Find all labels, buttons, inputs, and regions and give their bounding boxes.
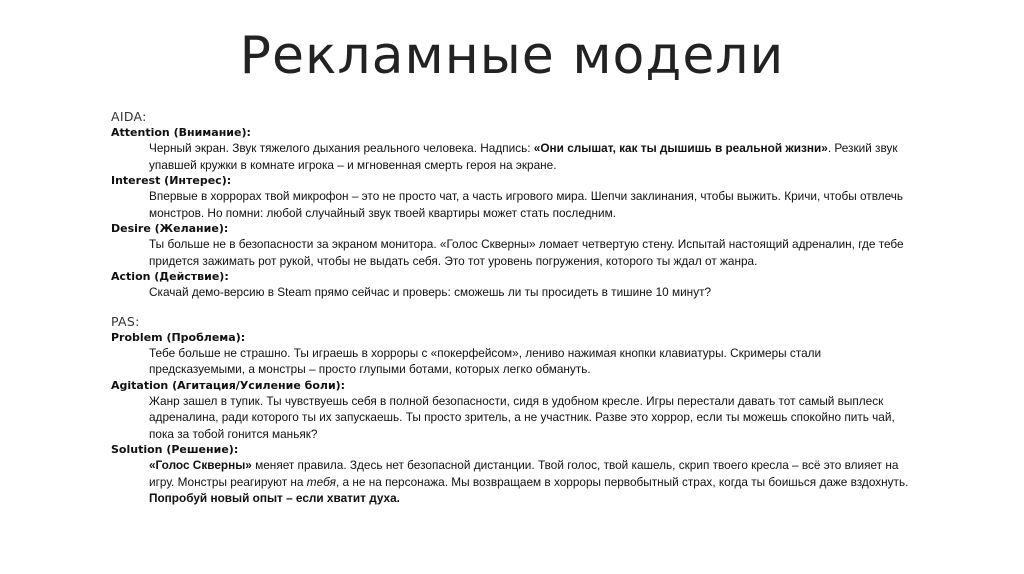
interest-text: Впервые в хоррорах твой микрофон – это не просто чат, а часть игрового мира. Шепчи заклинания, чтобы выжить. Кричи, чтобы отвлечь монстров. Но помни: любой случайный звук твоей квартиры может стать последним. <box>149 189 904 220</box>
attention-label: Attention (Внимание): <box>111 126 251 139</box>
solution-text-2: , а не на персонажа. Мы возвращаем в хорроры первобытный страх, когда ты боишься даже вздохнуть. <box>335 474 909 489</box>
problem-text: Тебе больше не страшно. Ты играешь в хорроры с «покерфейсом», лениво нажимая кнопки клавиатуры. Скримеры стали предсказуемыми, а монстры – просто глупыми ботами, которых легко обмануть. <box>149 345 822 376</box>
solution-label: Solution (Решение): <box>111 443 239 456</box>
attention-text-1: Черный экран. Звук тяжелого дыхания реального человека. Надпись: <box>149 141 534 155</box>
pas-heading: PAS: <box>111 313 140 329</box>
agitation-label: Agitation (Агитация/Усиление боли): <box>111 378 346 392</box>
desire-label: Desire (Желание): <box>111 222 229 235</box>
solution-text-1: меняет правила. Здесь нет безопасной дистанции. Твой голос, твой кашель, скрип твоего кресла – всё это влияет на игру. Монстры реагируют на <box>149 458 899 489</box>
agitation-text: Жанр зашел в тупик. Ты чувствуешь себя в полной безопасности, сидя в удобном кресле. Игры перестали давать тот самый выплеск адреналина, ради которого ты их запускаешь. Ты просто зритель, а не участник. Разве это хоррор, если ты можешь спокойно пить чай, пока за тобой гонится маньяк? <box>149 393 895 441</box>
solution-text-you: тебя <box>306 474 336 489</box>
slide-content <box>111 109 931 507</box>
interest-label: Interest (Интерес): <box>111 174 232 187</box>
attention-text-quote: «Они слышат, как ты дышишь в реальной жизни» <box>533 141 828 155</box>
solution-text-game: «Голос Скверны» <box>149 458 252 472</box>
desire-text: Ты больше не в безопасности за экраном монитора. «Голос Скверны» ломает четвертую стену. Испытай настоящий адреналин, где тебе придется зажимать рот рукой, чтобы не выдать себя. Это тот уровень погружения, которого ты ждал от жанра. <box>149 237 904 268</box>
aida-heading: AIDA: <box>111 109 147 124</box>
action-label: Action (Действие): <box>111 270 229 283</box>
problem-label: Problem (Проблема): <box>111 330 246 344</box>
attention-text-2: . Резкий звук упавшей кружки в комнате игрока – и мгновенная смерть героя на экране. <box>149 141 898 172</box>
solution-text-cta: Попробуй новый опыт – если хватит духа. <box>149 491 400 505</box>
attention-text <box>149 140 919 173</box>
slide-title: Рекламные модели <box>239 26 785 86</box>
action-text: Скачай демо-версию в Steam прямо сейчас и проверь: сможешь ли ты просидеть в тишине 10 минут? <box>149 285 712 299</box>
solution-text <box>149 457 919 507</box>
